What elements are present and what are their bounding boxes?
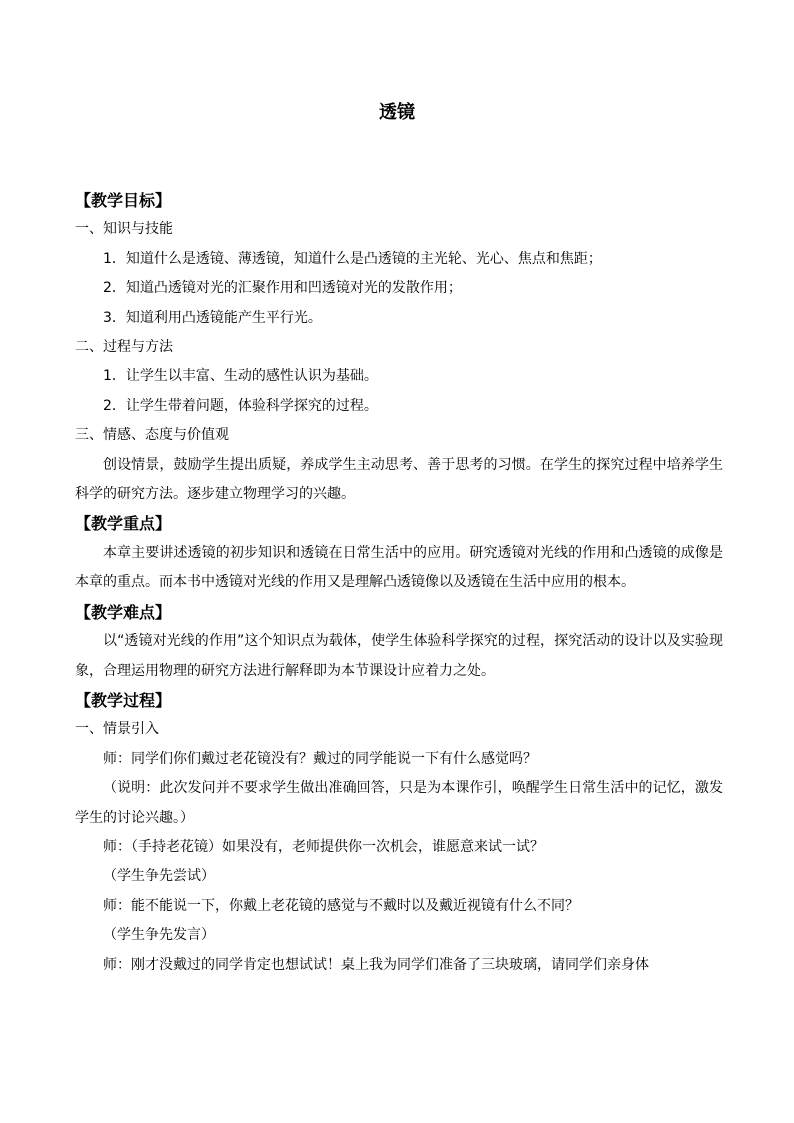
document-body [75,186,723,980]
knowledge-item: 1．知道什么是透镜、薄透镜，知道什么是凸透镜的主光轮、光心、焦点和焦距； [103,250,602,267]
process-item: 1．让学生以丰富、生动的感性认识为基础。 [103,368,378,385]
procedure-paragraph: 师：（手持老花镜）如果没有，老师提供你一次机会，谁愿意来试一试？ [103,838,544,855]
difficulties-heading: 【教学难点】 [75,602,172,622]
keypoints-paragraph: 本章主要讲述透镜的初步知识和透镜在日常生活中的应用。研究透镜对光线的作用和凸透镜的成像是本章的重点。而本书中透镜对光线的作用又是理解凸透镜像以及透镜在生活中应用的根本。 [75,544,723,591]
knowledge-item: 2．知道凸透镜对光的汇聚作用和凹透镜对光的发散作用； [103,280,462,297]
page-title: 透镜 [379,102,415,123]
knowledge-item: 3．知道利用凸透镜能产生平行光。 [103,309,322,326]
process-heading: 二、过程与方法 [75,339,173,356]
difficulties-paragraph: 以“透镜对光线的作用”这个知识点为载体，使学生体验科学探究的过程，探究活动的设计以及实验现象，合理运用物理的研究方法进行解释即为本节课设计应着力之处。 [75,633,723,679]
emotion-heading: 三、情感、态度与价值观 [75,427,229,444]
procedure-paragraph: 师：刚才没戴过的同学肯定也想试试！桌上我为同学们准备了三块玻璃，请同学们亲身体 [103,956,649,973]
keypoints-heading: 【教学重点】 [75,514,172,534]
procedure-heading: 【教学过程】 [75,690,172,710]
process-item: 2．让学生带着问题，体验科学探究的过程。 [103,397,378,414]
knowledge-heading: 一、知识与技能 [75,221,173,238]
procedure-paragraph: （说明：此次发问并不要求学生做出准确回答，只是为本课作引，唤醒学生日常生活中的记忆，激发学生的讨论兴趣。） [75,780,723,826]
procedure-paragraph: （学生争先发言） [103,927,215,944]
procedure-paragraph: （学生争先尝试） [103,868,215,885]
emotion-paragraph: 创设情景，鼓励学生提出质疑，养成学生主动思考、善于思考的习惯。在学生的探究过程中培养学生科学的研究方法。逐步建立物理学习的兴趣。 [75,456,723,503]
procedure-paragraph: 师：同学们你们戴过老花镜没有？戴过的同学能说一下有什么感觉吗？ [103,750,537,767]
objectives-heading: 【教学目标】 [75,191,172,210]
procedure-paragraph: 师：能不能说一下，你戴上老花镜的感觉与不戴时以及戴近视镜有什么不同？ [103,897,579,914]
intro-heading: 一、情景引入 [75,721,159,738]
